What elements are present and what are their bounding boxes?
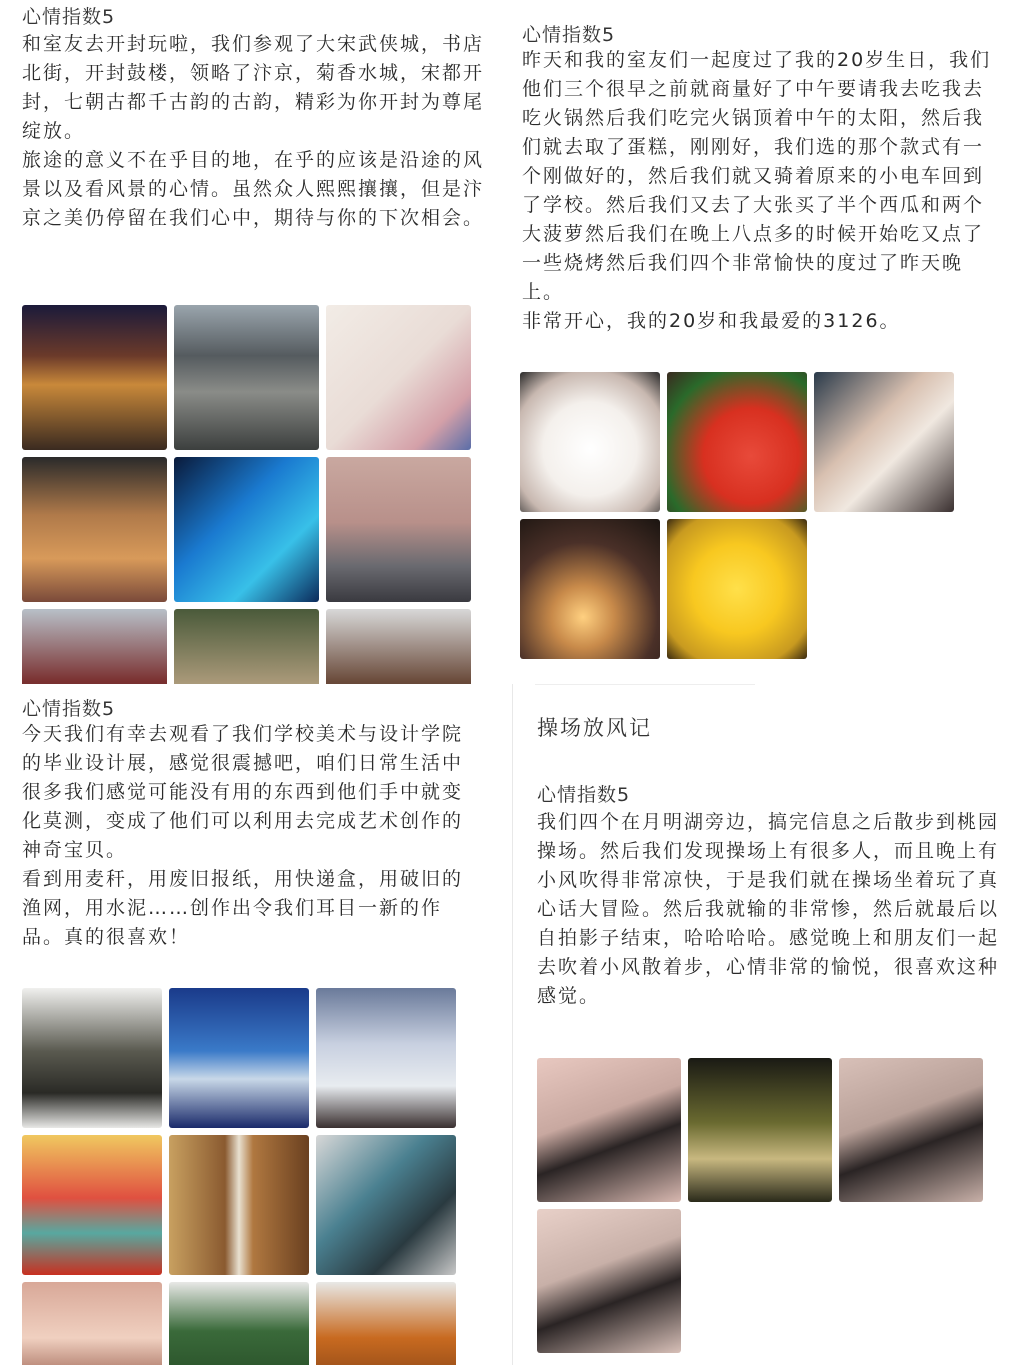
photo-green-relief[interactable] xyxy=(169,1282,309,1365)
photo-exhibit-sculptures[interactable] xyxy=(22,988,162,1128)
post-paragraph: 我们四个在月明湖旁边，搞完信息之后散步到桃园操场。然后我们发现操场上有很多人，而且晚上有小风吹得非常凉快，于是我们就在操场坐着玩了真心话大冒险。然后我就输的非常惨，然后就最后以自拍影子结束，哈哈哈哈。感觉晚上和朋友们一起去吹着小风散着步，心情非常的愉悦，很喜欢这种感觉。 xyxy=(537,811,1000,1007)
post-paragraph: 和室友去开封玩啦，我们参观了大宋武侠城，书店北街，开封鼓楼，领略了汴京，菊香水城，宋都开封，七朝古都千古韵的古韵，精彩为你开封为尊尾绽放。 xyxy=(22,33,485,142)
photo-sunset-street[interactable] xyxy=(326,457,471,602)
photo-shadow-selfie-3[interactable] xyxy=(537,1209,681,1353)
photo-ink-tile-grid[interactable] xyxy=(316,1135,456,1275)
photo-snow-landscape-painting[interactable] xyxy=(316,988,456,1128)
post-birthday xyxy=(508,0,1024,684)
photo-pineapple-chunks[interactable] xyxy=(667,519,807,659)
post-body xyxy=(522,46,992,336)
post-paragraph: 昨天和我的室友们一起度过了我的20岁生日，我们他们三个很早之前就商量好了中午要请我去吃我去吃火锅然后我们吃完火锅顶着中午的太阳，然后我们就去取了蛋糕，刚刚好，我们选的那个款式有一个刚做好的，然后我们就又骑着原来的小电车回到了学校。然后我们又去了大张买了半个西瓜和两个大菠萝然后我们在晚上八点多的时候开始吃又点了一些烧烤然后我们四个非常愉快的度过了昨天晚上。 xyxy=(522,49,992,303)
photo-dasong-wuxia-gate[interactable] xyxy=(174,305,319,450)
post-art-exhibition xyxy=(0,684,512,1365)
mood-index-label: 心情指数5 xyxy=(522,24,616,46)
post-body xyxy=(22,30,488,233)
photo-friends-night-track[interactable] xyxy=(688,1058,832,1202)
post-body xyxy=(537,808,1007,1011)
photo-flower-market[interactable] xyxy=(22,457,167,602)
divider xyxy=(535,684,755,685)
photo-drum-tower-night[interactable] xyxy=(22,305,167,450)
photo-grid xyxy=(22,305,471,684)
photo-hello-kaifeng-screen[interactable] xyxy=(174,457,319,602)
photo-birthday-candles[interactable] xyxy=(520,519,660,659)
mood-index-label: 心情指数5 xyxy=(22,6,116,28)
photo-grid xyxy=(520,372,954,659)
photo-friends-dining[interactable] xyxy=(174,609,319,684)
photo-ancient-archway[interactable] xyxy=(22,609,167,684)
photo-shadow-selfie-1[interactable] xyxy=(537,1058,681,1202)
photo-grid xyxy=(22,988,456,1365)
post-body xyxy=(22,720,482,952)
photo-grid xyxy=(537,1058,983,1353)
post-kaifeng-trip xyxy=(0,0,508,684)
photo-roommates-selfie[interactable] xyxy=(814,372,954,512)
post-paragraph: 旅途的意义不在乎目的地，在乎的应该是沿途的风景以及看风景的心情。虽然众人熙熙攘攘，但是汴京之美仍停留在我们心中，期待与你的下次相会。 xyxy=(22,149,485,229)
post-title: 操场放风记 xyxy=(537,716,652,740)
post-paragraph: 看到用麦秆，用废旧报纸，用快递盒，用破旧的渔网，用水泥……创作出令我们耳目一新的作品。真的很喜欢！ xyxy=(22,868,464,948)
mood-index-label: 心情指数5 xyxy=(537,784,631,806)
photo-floral-texture-panels[interactable] xyxy=(169,1135,309,1275)
photo-copper-relief[interactable] xyxy=(316,1282,456,1365)
post-paragraph: 今天我们有幸去观看了我们学校美术与设计学院的毕业设计展，感觉很震撼吧，咱们日常生活中很多我们感觉可能没有用的东西到他们手中就变化莫测，变成了他们可以利用去完成艺术创作的神奇宝贝。 xyxy=(22,723,464,861)
photo-portrait-painting[interactable] xyxy=(22,1282,162,1365)
post-paragraph: 非常开心，我的20岁和我最爱的3126。 xyxy=(522,310,901,332)
photo-watermelon[interactable] xyxy=(667,372,807,512)
photo-street-trees[interactable] xyxy=(326,609,471,684)
photo-palace-illustration[interactable] xyxy=(22,1135,162,1275)
mood-index-label: 心情指数5 xyxy=(22,698,116,720)
photo-birthday-cake[interactable] xyxy=(520,372,660,512)
photo-red-calligraphy-wall[interactable] xyxy=(326,305,471,450)
photo-whale-painting[interactable] xyxy=(169,988,309,1128)
photo-shadow-selfie-2[interactable] xyxy=(839,1058,983,1202)
post-playground-walk xyxy=(512,684,1024,1365)
